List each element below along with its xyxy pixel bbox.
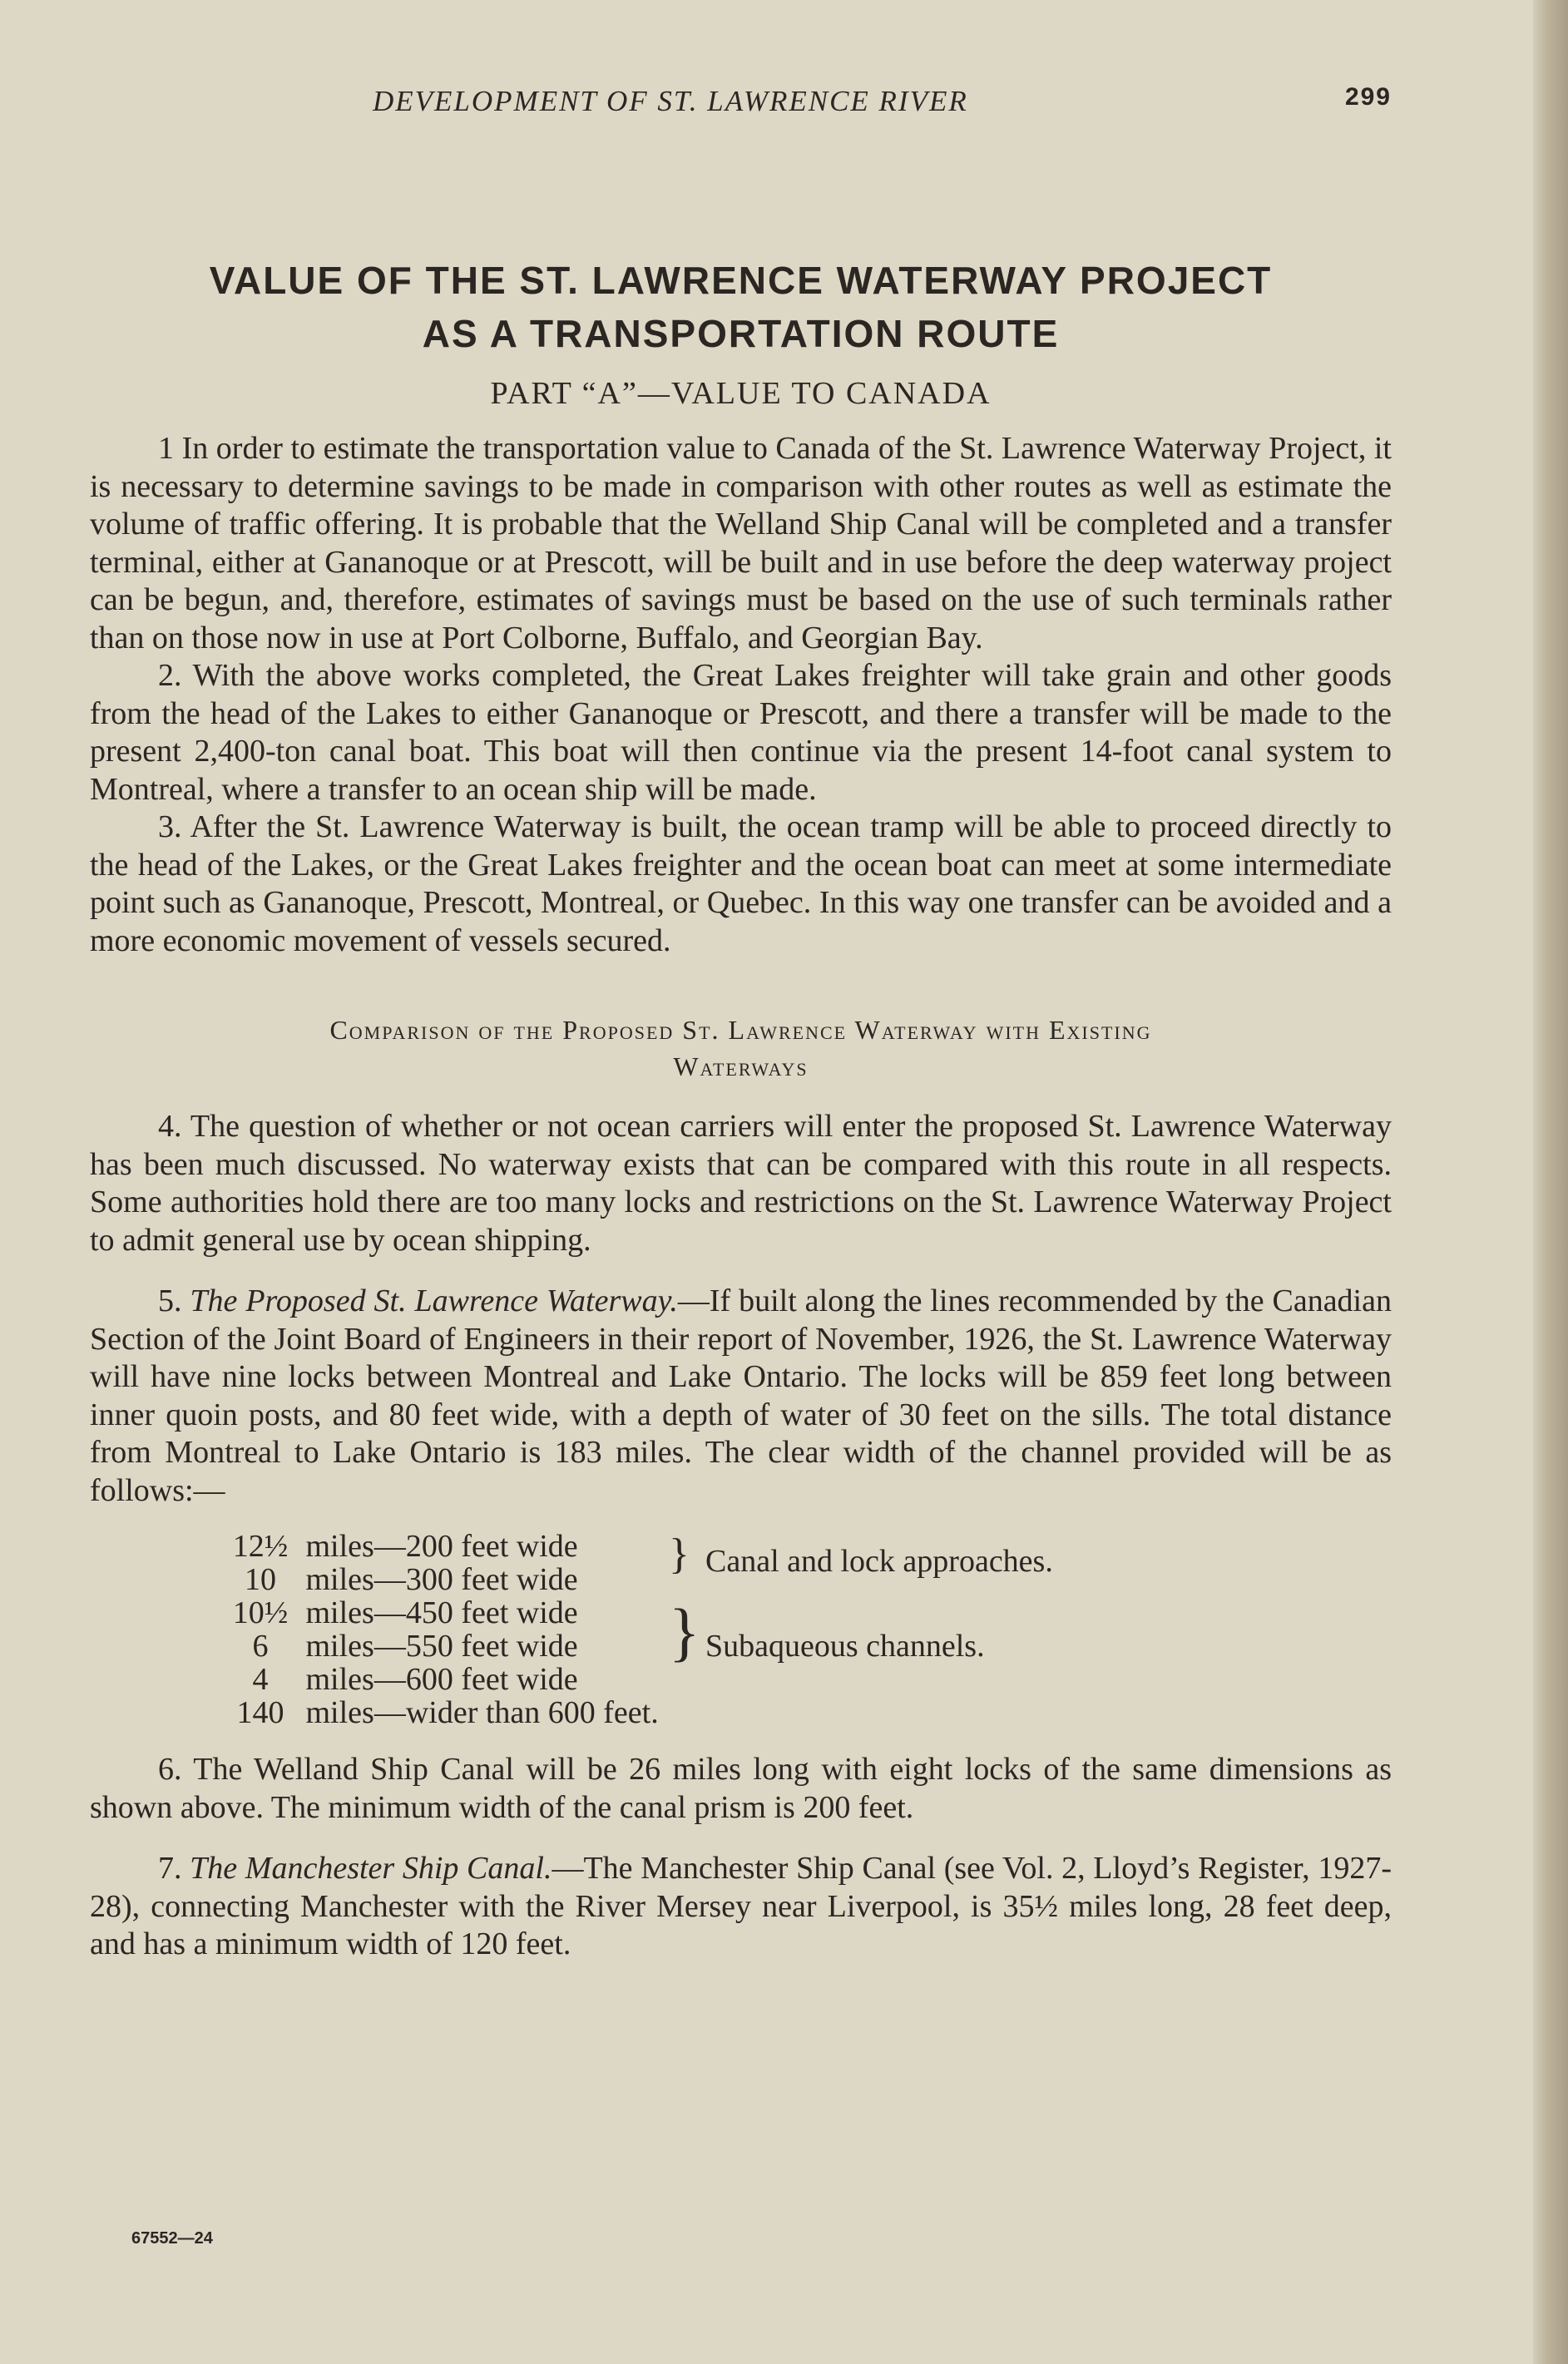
paragraph-7 xyxy=(90,1850,1392,1964)
section-heading-line1: Comparison of the Proposed St. Lawrence Waterway with Existing xyxy=(329,1015,1152,1045)
channel-width-row: 140 miles—wider than 600 feet. xyxy=(236,1695,659,1730)
printer-mark: 67552—24 xyxy=(131,2229,213,2248)
section-heading xyxy=(90,1011,1392,1085)
channel-width-row: 4 miles—600 feet wide xyxy=(252,1662,578,1697)
main-heading xyxy=(90,254,1392,360)
paragraph-7-title: The Manchester Ship Canal. xyxy=(190,1851,552,1886)
document-page xyxy=(90,75,1392,2248)
paragraph-5-number: 5. xyxy=(158,1283,182,1318)
page-number: 299 xyxy=(1344,83,1392,111)
paragraph-1: 1 In order to estimate the transportation value to Canada of the St. Lawrence Waterway Project, it is necessary to determine savings to be made in comparison with other routes as well as estimate the volume of traffic offering. It is probable that the Welland Ship Canal will be completed and a transfer terminal, either at Gananoque or at Prescott, will be built and in use before the deep waterway project can be begun, and, therefore, estimates of savings must be based on the use of such terminals rather than on those now in use at Port Colborne, Buffalo, and Georgian Bay. xyxy=(90,431,1392,655)
main-heading-line1: VALUE OF THE ST. LAWRENCE WATERWAY PROJECT xyxy=(209,259,1273,302)
paragraph-5-body: —If built along the lines recommended by the Canadian Section of the Joint Board of Engineers in their report of November, 1926, the St. Lawrence Waterway will have nine locks between Montreal and Lake Ontario. The locks will be 859 feet long between inner quoin posts, and 80 feet wide, with a depth of water of 30 feet on the sills. The total distance from Montreal to Lake Ontario is 183 miles. The clear width of the channel provided will be as follows:— xyxy=(90,1283,1392,1508)
paragraph-4: 4. The question of whether or not ocean carriers will enter the proposed St. Lawrence Waterway has been much discussed. No waterway exists that can be compared with this route in all respects. Some authorities hold there are too many locks and restrictions on the St. Lawrence Waterway Project to admit general use by ocean shipping. xyxy=(90,1109,1392,1258)
running-head-title: DEVELOPMENT OF ST. LAWRENCE RIVER xyxy=(373,85,968,117)
paragraph-6: 6. The Welland Ship Canal will be 26 miles long with eight locks of the same dimensions as shown above. The minimum width of the canal prism is 200 feet. xyxy=(90,1752,1392,1825)
paragraph-7-number: 7. xyxy=(158,1851,182,1886)
paragraph-7-body: —The Manchester Ship Canal (see Vol. 2, Lloyd’s Register, 1927-28), connecting Manchester with the River Mersey near Liverpool, is 35½ miles long, 28 feet deep, and has a minimum width of 120 feet. xyxy=(90,1851,1392,1961)
paragraph-5-title: The Proposed St. Lawrence Waterway. xyxy=(190,1283,678,1318)
page-edge xyxy=(1533,0,1568,2364)
subaqueous-group-brace: } xyxy=(669,1595,700,1668)
paragraph-2: 2. With the above works completed, the Great Lakes freighter will take grain and other goods from the head of the Lakes to either Gananoque or Prescott, and there a transfer will be made to the present 2,400-ton canal boat. This boat will then continue via the present 14-foot canal system to Montreal, where a transfer to an ocean ship will be made. xyxy=(90,658,1392,807)
canal-group-brace: } xyxy=(669,1531,690,1578)
part-heading: PART “A”—VALUE TO CANADA xyxy=(490,376,992,411)
channel-width-row: 10½ miles—450 feet wide xyxy=(232,1595,578,1630)
section-heading-line2: Waterways xyxy=(673,1051,809,1081)
channel-width-row: 12½ miles—200 feet wide xyxy=(232,1529,578,1564)
subaqueous-group-label: Subaqueous channels. xyxy=(705,1629,985,1664)
paragraph-5 xyxy=(90,1283,1392,1510)
channel-width-row: 10 miles—300 feet wide xyxy=(245,1562,578,1597)
main-heading-line2: AS A TRANSPORTATION ROUTE xyxy=(422,312,1060,355)
channel-widths-list xyxy=(223,1528,1392,1728)
channel-width-row: 6 miles—550 feet wide xyxy=(252,1629,578,1664)
canal-group-label: Canal and lock approaches. xyxy=(705,1544,1053,1579)
paragraph-3: 3. After the St. Lawrence Waterway is built, the ocean tramp will be able to proceed directly to the head of the Lakes, or the Great Lakes freighter and the ocean boat can meet at some intermediate point such as Gananoque, Prescott, Montreal, or Quebec. In this way one transfer can be avoided and a more economic movement of vessels secured. xyxy=(90,809,1392,958)
running-head xyxy=(90,75,1392,125)
